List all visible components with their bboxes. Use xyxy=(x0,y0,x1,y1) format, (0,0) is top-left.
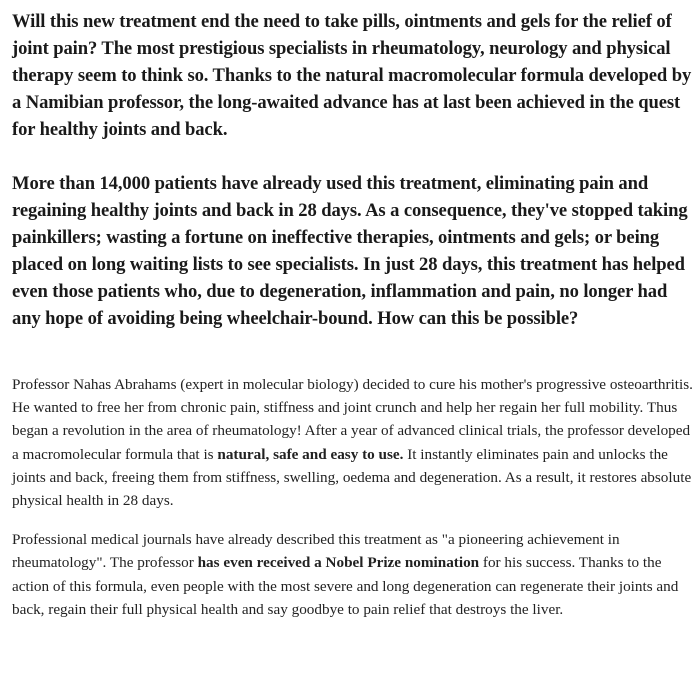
article-body xyxy=(12,8,696,621)
lead-paragraph-2: More than 14,000 patients have already used this treatment, eliminating pain and regaining healthy joints and back in 28 days. As a consequence, they've stopped taking painkillers; wasting a fortune on ineffective therapies, ointments and gels; or being placed on long waiting lists to see specialists. In just 28 days, this treatment has helped even those patients who, due to degeneration, inflammation and pain, no longer had any hope of avoiding being wheelchair-bound. How can this be possible? xyxy=(12,173,688,329)
lead-paragraph-1: Will this new treatment end the need to take pills, ointments and gels for the relief of joint pain? The most prestigious specialists in rheumatology, neurology and physical therapy seem to think so. Thanks to the natural macromolecular formula developed by a Namibian professor, the long-awaited advance has at last been achieved in the quest for healthy joints and back. xyxy=(12,11,692,140)
bold-phrase: natural, safe and easy to use. xyxy=(217,445,404,463)
section-spacer xyxy=(12,332,696,373)
body-paragraph-professor xyxy=(12,373,696,512)
body-paragraph-journals xyxy=(12,528,696,621)
body-text: It instantly eliminates pain and unlocks the joints and back, freeing them from stiffness, swelling, oedema and degeneration. As a result, it restores absolute physical health in 28 days. xyxy=(12,445,692,510)
body-text: for his success. Thanks to the action of this formula, even people with the most severe and long degeneration can regenerate their joints and back, regain their full physical health and say goodbye to pain relief that destroys the liver. xyxy=(12,554,679,618)
body-text: Professor Nahas Abrahams (expert in molecular biology) decided to cure his mother's progressive osteoarthritis. He wanted to free her from chronic pain, stiffness and joint crunch and help her regain her full mobility. Thus began a revolution in the area of rheumatology! After a year of advanced clinical trials, the professor developed a macromolecular formula that is xyxy=(12,376,693,463)
body-text: Professional medical journals have already described this treatment as "a pioneering achievement in rheumatology". The professor xyxy=(12,531,620,572)
bold-phrase: has even received a Nobel Prize nomination xyxy=(197,554,480,572)
